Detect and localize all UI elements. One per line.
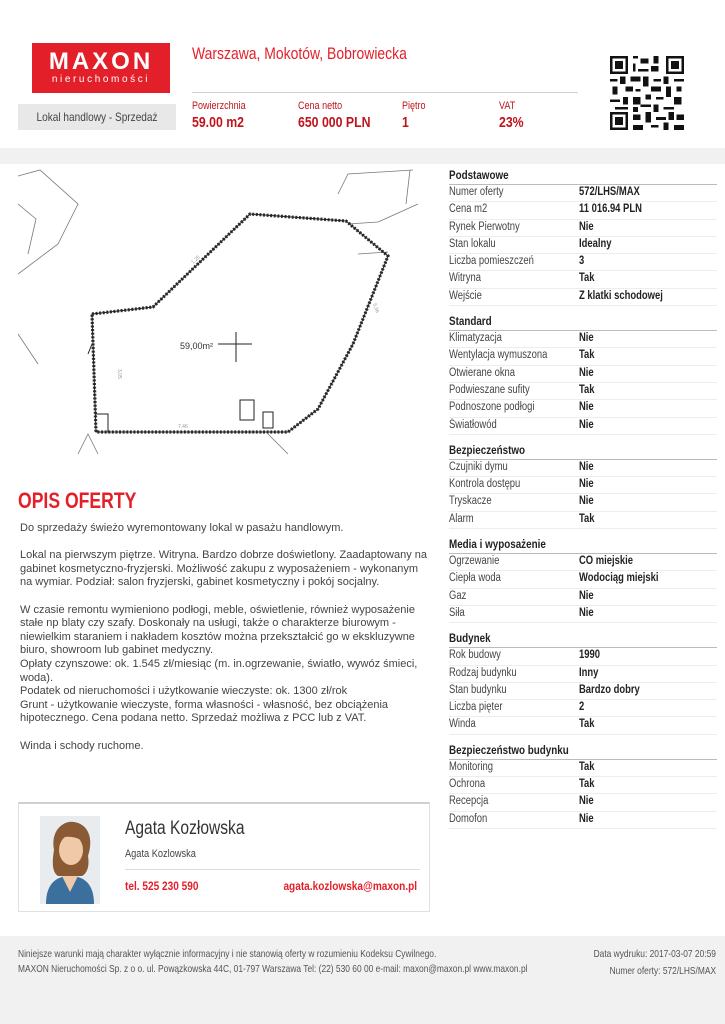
detail-key: Rodzaj budynku xyxy=(449,666,517,679)
section-title: Budynek xyxy=(449,631,491,646)
detail-row xyxy=(449,383,717,400)
maxon-logo[interactable] xyxy=(32,43,170,93)
property-type-badge xyxy=(18,104,176,130)
detail-key: Domofon xyxy=(449,812,488,825)
detail-key: Podwieszane sufity xyxy=(449,383,530,396)
detail-key: Wentylacja wymuszona xyxy=(449,349,548,362)
detail-row xyxy=(449,683,717,700)
offer-paragraph: Lokal na pierwszym piętrze. Witryna. Bardzo dobrze doświetlony. Zaadaptowany na gabinet kosmetyczno-fryzjerski. Możliwość zakupu z wyposażeniem - wykonanym na wymiar. Podział: salon fryzjerski, gabinet kosmetyczny i pokój socjalny. xyxy=(20,549,427,589)
detail-row xyxy=(449,794,717,811)
detail-key: Numer oferty xyxy=(449,186,504,198)
detail-value: Nie xyxy=(579,589,594,602)
detail-value: Nie xyxy=(579,460,594,473)
detail-row xyxy=(449,477,717,494)
detail-row xyxy=(449,271,717,288)
svg-text:5,36: 5,36 xyxy=(371,302,381,314)
offer-description xyxy=(20,522,432,767)
detail-key: Rynek Pierwotny xyxy=(449,220,520,233)
detail-value: 2 xyxy=(579,701,585,714)
agent-divider xyxy=(125,869,420,870)
detail-value: 572/LHS/MAX xyxy=(579,186,640,198)
detail-key: Wejście xyxy=(449,289,482,302)
section-title: Standard xyxy=(449,314,492,329)
detail-row xyxy=(449,289,717,306)
detail-row xyxy=(449,254,717,271)
offer-paragraph: W czasie remontu wymieniono podłogi, meble, oświetlenie, również wyposażenie stałe np blaty czy szafy. Doskonały na usługi, także o charakterze biurowym - niewielkim staraniem i nakładem kosztów można przekształcić go w ekskluzywne biuro, showroom lub gabinet medyczny. Opłaty czynszowe: ok. 1.545 zł/miesiąc (m. in.ogrzewanie, światło, wywóz śmieci, woda). Podatek od nieruchomości i użytkowanie wieczyste: ok. 1300 zł/rok Grunt - użytkowanie wieczyste, forma własności - własność, bez obciążenia hipotecznego. Cena podana netto. Sprzedaż możliwa z PCC lub z VAT. xyxy=(20,603,418,725)
detail-key: Klimatyzacja xyxy=(449,332,502,345)
detail-row xyxy=(449,348,717,365)
svg-text:7,46: 7,46 xyxy=(178,424,188,430)
detail-value: Idealny xyxy=(579,237,612,250)
header-divider xyxy=(192,92,578,93)
detail-value: Tak xyxy=(579,512,595,525)
agent-phone-link[interactable]: tel. 525 230 590 xyxy=(125,879,199,893)
detail-row xyxy=(449,606,717,623)
detail-value: 1990 xyxy=(579,649,600,662)
stat-price-value: 650 000 PLN xyxy=(298,114,371,131)
stat-floor xyxy=(402,100,431,131)
detail-value: Nie xyxy=(579,495,594,508)
agent-photo xyxy=(40,816,100,904)
section-title: Media i wyposażenie xyxy=(449,537,546,552)
detail-key: Monitoring xyxy=(449,760,494,773)
logo-brand: MAXON xyxy=(48,48,154,75)
agent-email-link[interactable]: agata.kozlowska@maxon.pl xyxy=(283,879,417,893)
detail-value: Nie xyxy=(579,220,594,233)
floor-plan-image xyxy=(18,164,430,464)
detail-row xyxy=(449,666,717,683)
header-band xyxy=(0,148,725,164)
agent-subtitle: Agata Kozlowska xyxy=(125,848,196,860)
stat-vat xyxy=(499,100,529,131)
footer-print-date: Data wydruku: 2017-03-07 20:59 xyxy=(593,948,716,960)
detail-row xyxy=(449,237,717,254)
detail-row xyxy=(449,700,717,717)
stat-area xyxy=(192,100,257,131)
detail-value: Tak xyxy=(579,272,595,285)
detail-value: Nie xyxy=(579,418,594,431)
detail-key: Otwierane okna xyxy=(449,366,516,379)
section-title: Bezpieczeństwo xyxy=(449,442,526,457)
detail-value: Wodociąg miejski xyxy=(579,572,659,585)
section-media xyxy=(449,537,717,623)
floor-plan-area: 59,00m² xyxy=(180,341,214,351)
stat-area-value: 59.00 m2 xyxy=(192,114,244,131)
detail-row xyxy=(449,331,717,348)
offer-paragraph: Do sprzedaży świeżo wyremontowany lokal w pasażu handlowym. xyxy=(20,522,344,534)
detail-row xyxy=(449,185,717,202)
section-title: Podstawowe xyxy=(449,168,509,182)
detail-key: Światłowód xyxy=(449,418,497,431)
footer-company: MAXON Nieruchomości Sp. z o o. ul. Powązkowska 44C, 01-797 Warszawa Tel: (22) 530 60 00 e-mail: maxon@maxon.pl www.maxon.pl xyxy=(18,963,528,975)
qr-code-icon[interactable] xyxy=(610,56,684,130)
section-basic xyxy=(449,168,717,306)
detail-row xyxy=(449,418,717,435)
detail-value: 3 xyxy=(579,255,585,268)
detail-value: Nie xyxy=(579,812,594,825)
detail-row xyxy=(449,366,717,383)
stat-floor-label: Piętro xyxy=(402,100,426,112)
property-details xyxy=(449,168,717,837)
detail-value: Nie xyxy=(579,795,594,808)
detail-key: Tryskacze xyxy=(449,495,492,508)
detail-key: Stan budynku xyxy=(449,683,507,696)
detail-value: Nie xyxy=(579,401,594,414)
detail-key: Ciepła woda xyxy=(449,572,501,585)
footer-offer-number: Numer oferty: 572/LHS/MAX xyxy=(609,965,716,977)
detail-row xyxy=(449,202,717,219)
detail-key: Witryna xyxy=(449,272,481,285)
detail-key: Podnoszone podłogi xyxy=(449,401,535,414)
stat-price xyxy=(298,100,386,131)
detail-row xyxy=(449,589,717,606)
detail-value: Inny xyxy=(579,666,599,679)
detail-value: Nie xyxy=(579,366,594,379)
stat-vat-value: 23% xyxy=(499,114,524,131)
detail-row xyxy=(449,648,717,665)
stat-price-label: Cena netto xyxy=(298,100,343,112)
detail-value: Z klatki schodowej xyxy=(579,289,663,302)
detail-key: Winda xyxy=(449,718,476,731)
detail-row xyxy=(449,760,717,777)
detail-value: Bardzo dobry xyxy=(579,683,640,696)
svg-text:1,25: 1,25 xyxy=(190,254,202,266)
svg-text:3,05: 3,05 xyxy=(116,369,122,379)
offer-paragraph: Winda i schody ruchome. xyxy=(20,739,144,752)
detail-key: Ochrona xyxy=(449,778,486,791)
page-header xyxy=(0,0,725,148)
detail-value: CO miejskie xyxy=(579,555,633,568)
detail-value: Nie xyxy=(579,332,594,345)
detail-key: Czujniki dymu xyxy=(449,460,508,473)
agent-card xyxy=(18,802,430,912)
detail-key: Cena m2 xyxy=(449,203,488,216)
detail-row xyxy=(449,812,717,829)
detail-value: Tak xyxy=(579,383,595,396)
property-type-label: Lokal handlowy - Sprzedaż xyxy=(36,110,158,124)
detail-value: Tak xyxy=(579,778,595,791)
detail-key: Ogrzewanie xyxy=(449,555,500,568)
detail-row xyxy=(449,460,717,477)
stat-vat-label: VAT xyxy=(499,100,516,112)
detail-row xyxy=(449,494,717,511)
property-location: Warszawa, Mokotów, Bobrowiecka xyxy=(192,44,407,63)
detail-key: Stan lokalu xyxy=(449,237,496,250)
detail-key: Rok budowy xyxy=(449,649,501,662)
detail-key: Gaz xyxy=(449,589,467,602)
detail-row xyxy=(449,220,717,237)
detail-row xyxy=(449,554,717,571)
detail-row xyxy=(449,400,717,417)
section-standard xyxy=(449,314,717,435)
agent-name: Agata Kozłowska xyxy=(125,818,245,839)
detail-row xyxy=(449,512,717,529)
detail-key: Siła xyxy=(449,606,465,619)
section-title: Bezpieczeństwo budynku xyxy=(449,742,569,757)
detail-key: Recepcja xyxy=(449,795,489,808)
detail-key: Liczba pięter xyxy=(449,701,503,714)
detail-value: Tak xyxy=(579,349,595,362)
detail-row xyxy=(449,571,717,588)
detail-row xyxy=(449,777,717,794)
section-building-security xyxy=(449,743,717,829)
detail-key: Alarm xyxy=(449,512,474,525)
footer-disclaimer: Niniejsze warunki mają charakter wyłącznie informacyjny i nie stanowią oferty w rozumieniu Kodeksu Cywilnego. xyxy=(18,948,437,960)
section-building xyxy=(449,631,717,734)
stat-area-label: Powierzchnia xyxy=(192,100,246,112)
detail-value: 11 016.94 PLN xyxy=(579,203,642,216)
detail-row xyxy=(449,717,717,734)
logo-subtitle: nieruchomości xyxy=(51,74,151,85)
detail-value: Nie xyxy=(579,478,594,491)
detail-value: Tak xyxy=(579,760,595,773)
detail-key: Kontrola dostępu xyxy=(449,478,521,491)
detail-value: Tak xyxy=(579,718,595,731)
detail-key: Liczba pomieszczeń xyxy=(449,255,534,268)
section-security xyxy=(449,443,717,529)
detail-value: Nie xyxy=(579,606,594,619)
offer-title: OPIS OFERTY xyxy=(18,488,137,513)
page-footer xyxy=(0,936,725,1024)
stat-floor-value: 1 xyxy=(402,114,409,131)
